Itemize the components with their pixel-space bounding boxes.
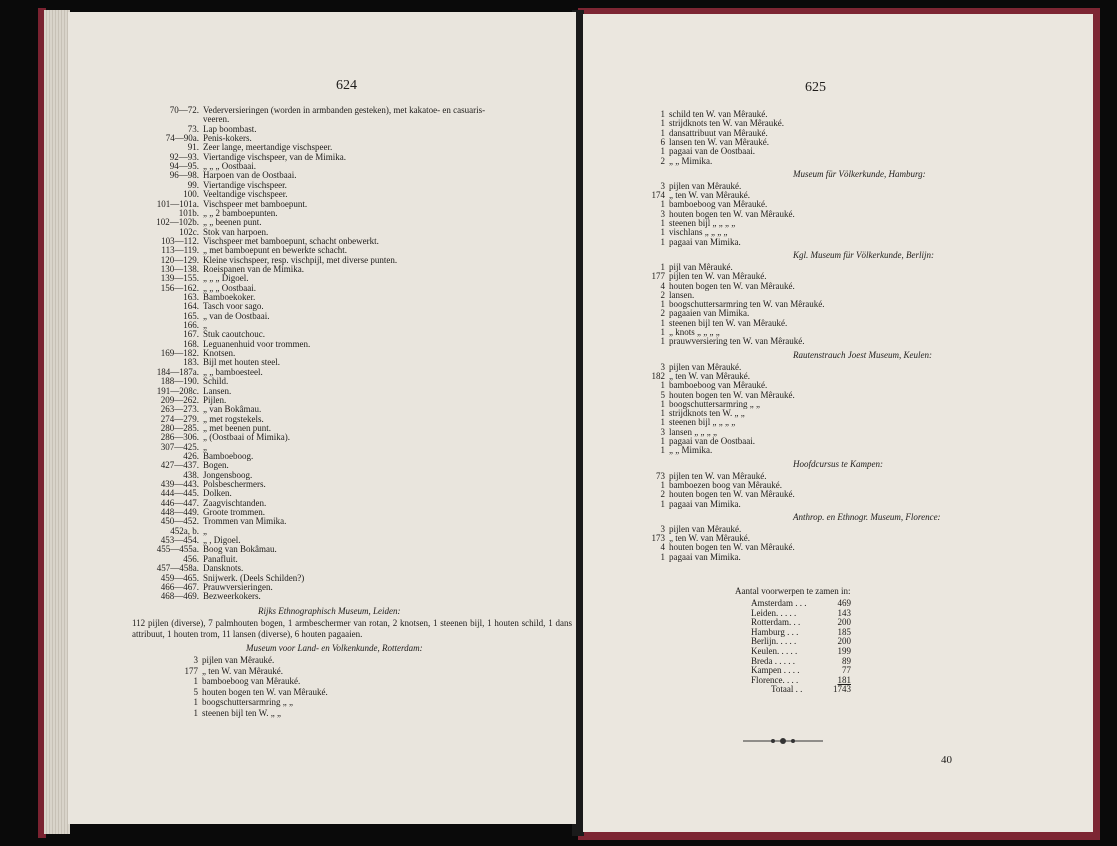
item-text: Bamboeboog. (203, 450, 254, 461)
item-text: pijlen van Mêrauké. (669, 523, 742, 534)
item-number: 1 (660, 336, 665, 347)
item-text: „ ten W. van Mêrauké. (669, 190, 750, 201)
item-number: 167. (183, 329, 199, 340)
item-text: lansen ten W. van Mêrauké. (669, 136, 769, 147)
list-item (193, 686, 328, 698)
left-page (68, 12, 576, 824)
item-text: Leguanenhuid voor trommen. (203, 338, 311, 349)
item-text: pagaai van Mimika. (669, 498, 741, 509)
item-number: 6 (660, 136, 665, 147)
item-number: 439—443. (160, 479, 199, 489)
item-text: Stuk caoutchouc. (203, 329, 265, 340)
museum-heading: Hoofdcursus te Kampen: (793, 458, 883, 469)
item-number: 1 (660, 146, 665, 157)
item-text: „ „ „ Oostbaai. (203, 161, 256, 172)
item-text: pijlen ten W. van Mêrauké. (669, 271, 767, 282)
item-number: 73. (187, 123, 199, 134)
item-number: 1 (660, 398, 665, 409)
list-item (660, 445, 713, 456)
list-item (660, 551, 741, 563)
summary-count: 185 (837, 626, 851, 637)
summary-count: 89 (842, 655, 851, 666)
item-text: „ met bamboepunt en bewerkte schacht. (203, 245, 347, 256)
item-number: 73 (656, 470, 665, 481)
item-text: Vischspeer met bamboepunt. (203, 198, 308, 209)
item-text: Penis-kokers. (203, 133, 252, 144)
item-number: 1 (660, 118, 665, 129)
list-item (193, 707, 281, 719)
summary-heading: Aantal voorwerpen te zamen in: (735, 586, 851, 596)
item-text: pagaai van Mimika. (669, 551, 741, 562)
list-item (660, 236, 741, 248)
item-number: 4 (660, 280, 665, 291)
item-number: 456. (183, 553, 199, 564)
item-number: 453—454. (160, 535, 199, 546)
item-number: 1 (660, 227, 665, 238)
summary-count: 469 (837, 598, 851, 608)
item-number: 183. (183, 357, 199, 368)
item-text: Jongensboog. (203, 469, 253, 480)
summary-count: 1743 (833, 684, 851, 695)
list-item (184, 665, 283, 677)
item-number: 102c. (179, 226, 199, 237)
item-number: 120—129. (160, 254, 199, 265)
item-text: houten bogen ten W. van Mêrauké. (669, 280, 795, 291)
summary-row (751, 636, 851, 646)
museum-heading: Rijks Ethnographisch Museum, Leiden: (258, 606, 401, 616)
summary-row (751, 646, 851, 656)
item-number: 177 (651, 271, 665, 282)
item-number: 99. (187, 179, 199, 190)
summary-place: Berlijn. . . . . (751, 636, 797, 647)
list-item (160, 516, 287, 527)
item-number: 274—279. (160, 413, 199, 424)
item-text: „ (Oostbaai of Mimika). (203, 432, 290, 443)
item-number: 1 (660, 127, 665, 138)
item-number: 139—155. (160, 273, 199, 284)
item-text: Zaagvischtanden. (203, 497, 267, 508)
item-text: Knotsen. (203, 348, 236, 359)
list-item (660, 336, 805, 347)
item-text: Bijl met houten steel. (203, 357, 280, 368)
summary-count: 77 (842, 665, 851, 676)
museum-paragraph: 112 pijlen (diverse), 7 palmhouten bogen, 1 armbeschermer van rotan, 2 knotsen, 1 steenen bijl, 1 houten schild, 1 dans attribuut, 1 houten trom, 11 lansen (diverse), 6 houten pagaaien. (132, 618, 572, 639)
item-text: „ van Bokâmau. (203, 404, 262, 415)
item-number: 130—138. (160, 263, 199, 274)
item-text: „ „ 2 bamboepunten. (203, 207, 278, 218)
item-number: 1 (193, 676, 198, 686)
item-number: 92—93. (169, 151, 199, 162)
item-number: 182 (651, 370, 665, 381)
item-number: 1 (660, 436, 665, 446)
list-item (160, 432, 290, 443)
item-number: 188—190. (160, 376, 199, 387)
item-text: pagaai van Mimika. (669, 236, 741, 247)
item-number: 74—90a. (165, 133, 199, 144)
item-number: 177 (184, 665, 198, 676)
item-text: Bezweerkokers. (203, 591, 261, 602)
item-number: 1 (660, 218, 665, 228)
item-text: Vischspeer met bamboepunt, schacht onbewerkt. (203, 235, 379, 246)
item-text: Viertandige vischspeer, van de Mimika. (203, 151, 347, 162)
item-text: „ „ Mimika. (669, 445, 713, 456)
item-number: 209—262. (160, 394, 199, 405)
item-text: steenen bijl „ „ „ „ (669, 218, 736, 228)
item-text: Panafluit. (203, 553, 238, 564)
summary-row (751, 598, 851, 608)
item-text: pagaai van de Oostbaai. (669, 146, 755, 157)
item-text: „ ten W. van Mêrauké. (669, 533, 750, 544)
item-number: 452a, b. (170, 525, 199, 536)
list-item (660, 498, 741, 510)
item-text: „ ten W. van Mêrauké. (202, 665, 283, 676)
list-item (160, 591, 261, 602)
item-number: 3 (660, 426, 665, 437)
item-text: „ „ „ Oostbaai. (203, 282, 256, 293)
item-text: „ met rogstekels. (203, 413, 264, 424)
item-text: „ „ bamboesteel. (203, 366, 263, 377)
item-number: 448—449. (160, 507, 199, 518)
item-number: 1 (660, 408, 665, 419)
item-text: Dansknots. (203, 563, 244, 574)
item-text: „ knots „ „ „ „ (669, 327, 720, 337)
item-number: 1 (660, 261, 665, 272)
item-number: 5 (193, 686, 198, 697)
museum-heading: Kgl. Museum für Völkerkunde, Berlijn: (793, 249, 934, 260)
summary-row (751, 608, 851, 618)
item-text: veeren. (203, 114, 230, 125)
item-text: Boog van Bokâmau. (203, 544, 277, 555)
summary-place: Florence. . . . (751, 674, 799, 685)
item-text: Viertandige vischspeer. (203, 179, 287, 190)
item-text: „ ten W. van Mêrauké. (669, 370, 750, 381)
item-number: 96—98. (169, 170, 199, 181)
item-number: 184—187a. (156, 366, 199, 377)
item-number: 94—95. (169, 161, 199, 172)
summary-count: 200 (837, 636, 851, 647)
item-number: 3 (193, 655, 198, 665)
item-text: pijlen ten W. van Mêrauké. (669, 470, 767, 481)
item-text: Bamboekoker. (203, 292, 256, 302)
item-text: „ „ Mimika. (669, 155, 713, 166)
item-text: Groote trommen. (203, 507, 265, 518)
list-item (193, 697, 293, 708)
item-number: 307—425. (160, 441, 199, 452)
item-number: 70—72. (169, 105, 199, 115)
item-number: 101b. (178, 207, 199, 218)
summary-row (751, 656, 851, 666)
item-number: 426. (183, 450, 199, 461)
item-number: 1 (660, 299, 665, 310)
museum-heading: Anthrop. en Ethnogr. Museum, Florence: (793, 511, 941, 522)
item-number: 1 (660, 445, 665, 456)
item-number: 2 (660, 289, 665, 300)
item-text: schild ten W. van Mêrauké. (669, 109, 768, 119)
summary-row (751, 675, 851, 685)
item-number: 1 (193, 707, 198, 718)
item-number: 466—467. (160, 581, 199, 592)
item-text: „ „ „ Digoel. (203, 273, 249, 284)
item-number: 191—208c. (156, 385, 199, 396)
summary-row (751, 665, 851, 675)
item-text: houten bogen ten W. van Mêrauké. (669, 389, 795, 400)
item-text: Snijwerk. (Deels Schilden?) (203, 572, 305, 583)
item-number: 1 (660, 109, 665, 119)
item-number: 113—119. (161, 245, 199, 256)
item-text: „ (203, 525, 207, 536)
museum-heading: Museum voor Land- en Volkenkunde, Rotterdam: (246, 643, 423, 653)
item-text: steenen bijl ten W. „ „ (202, 707, 281, 718)
summary-place: Hamburg . . . (751, 626, 799, 637)
item-text: prauwversiering ten W. van Mêrauké. (669, 336, 805, 347)
item-number: 3 (660, 361, 665, 372)
summary-count: 181 (837, 674, 851, 685)
page-edges (44, 10, 70, 834)
item-text: Zeer lange, meertandige vischspeer. (203, 142, 333, 153)
item-text: bamboeboog van Mêrauké. (202, 676, 301, 686)
summary-row (751, 684, 851, 694)
item-number: 156—162. (160, 282, 199, 293)
item-number: 1 (660, 199, 665, 210)
list-item (183, 310, 270, 322)
item-number: 174 (651, 190, 665, 201)
ornament-divider (743, 736, 823, 746)
item-number: 263—273. (160, 404, 199, 415)
item-number: 102—102b. (156, 217, 199, 228)
item-number: 450—452. (160, 516, 199, 527)
item-text: boogschuttersarmring „ „ (202, 697, 293, 707)
summary-count: 199 (837, 646, 851, 656)
item-number: 168. (183, 338, 199, 349)
item-number: 173 (651, 533, 665, 544)
item-number: 457—458a. (156, 563, 199, 574)
item-text: bamboeboog van Mêrauké. (669, 199, 768, 210)
item-number: 1 (660, 380, 665, 391)
list-item (193, 655, 275, 666)
item-number: 455—455a. (156, 544, 199, 555)
item-number: 3 (660, 523, 665, 534)
page-number: 625 (805, 80, 826, 95)
item-number: 163. (183, 292, 199, 302)
list-item (660, 155, 713, 167)
item-number: 438. (183, 469, 199, 480)
item-number: 101—101a. (156, 198, 199, 209)
summary-place: Leiden. . . . . (751, 607, 797, 618)
item-text: Lansen. (203, 385, 232, 396)
item-number: 1 (660, 551, 665, 562)
summary-place: Amsterdam . . . (751, 598, 807, 608)
signature-mark: 40 (941, 754, 952, 766)
item-text: pijl van Mêrauké. (669, 261, 733, 272)
item-text: Veeltandige vischspeer. (203, 189, 288, 200)
item-number: 4 (660, 542, 665, 553)
item-number: 286—306. (160, 432, 199, 443)
item-text: Dolken. (203, 488, 232, 499)
item-number: 169—182. (160, 348, 199, 359)
item-text: steenen bijl ten W. van Mêrauké. (669, 317, 788, 328)
item-text: „ , Digoel. (203, 535, 241, 546)
item-number: 5 (660, 389, 665, 400)
item-text: pagaaien van Mimika. (669, 308, 750, 319)
summary-place: Keulen. . . . . (751, 646, 798, 656)
museum-heading: Rautenstrauch Joest Museum, Keulen: (793, 349, 932, 360)
item-number: 468—469. (160, 591, 199, 602)
item-number: 1 (193, 697, 198, 707)
item-text: pijlen van Mêrauké. (669, 361, 742, 372)
item-text: „ met beenen punt. (203, 422, 271, 433)
item-text: Roeispanen van de Mimika. (203, 263, 304, 274)
item-number: 446—447. (160, 497, 199, 508)
item-number: 1 (660, 317, 665, 328)
summary-place: Breda . . . . . (751, 655, 795, 666)
item-text: dansattribuut van Mêrauké. (669, 127, 768, 138)
item-text: lansen. (669, 289, 695, 300)
item-number: 165. (183, 310, 199, 321)
item-number: 1 (660, 498, 665, 509)
item-number: 103—112. (161, 235, 199, 246)
summary-count: 143 (837, 607, 851, 618)
item-number: 1 (660, 417, 665, 428)
item-number: 1 (660, 236, 665, 247)
list-item (193, 676, 301, 687)
item-text: pijlen van Mêrauké. (202, 655, 275, 665)
summary-place: Rotterdam. . . (751, 617, 801, 628)
item-text: Kleine vischspeer, resp. vischpijl, met diverse punten. (203, 254, 398, 265)
summary-place: Kampen . . . . (751, 665, 800, 676)
summary-count: 200 (837, 617, 851, 628)
item-number: 166. (183, 320, 199, 331)
item-text: Harpoen van de Oostbaai. (203, 170, 297, 181)
item-number: 3 (660, 208, 665, 219)
item-text: Vederversieringen (worden in armbanden gesteken), met kakatoe- en casuaris- (203, 105, 486, 115)
right-page (583, 14, 1093, 832)
item-text: Prauwversieringen. (203, 581, 273, 592)
item-number: 1 (660, 327, 665, 337)
item-text: Trommen van Mimika. (203, 516, 287, 527)
summary-row (751, 617, 851, 627)
item-number: 2 (660, 308, 665, 319)
item-number: 164. (183, 301, 199, 312)
item-text: „ van de Oostbaai. (203, 310, 270, 321)
item-text: pagaai van de Oostbaai. (669, 436, 755, 446)
item-text: Polsbeschermers. (203, 479, 266, 489)
page-number: 624 (336, 78, 357, 93)
item-text: houten bogen ten W. van Mêrauké. (669, 542, 795, 553)
item-text: „ (203, 441, 207, 452)
item-number: 3 (660, 180, 665, 191)
item-text: Bogen. (203, 460, 229, 471)
item-number: 459—465. (160, 572, 199, 583)
item-text: „ (203, 320, 207, 331)
item-number: 280—285. (160, 422, 199, 433)
item-text: pijlen van Mêrauké. (669, 180, 742, 191)
item-number: 91. (187, 142, 199, 153)
item-text: strijdknots ten W. „ „ (669, 408, 745, 419)
item-text: bamboezen boog van Mêrauké. (669, 479, 782, 490)
item-text: Schild. (203, 376, 229, 387)
item-number: 2 (660, 155, 665, 166)
item-number: 444—445. (160, 488, 199, 499)
item-text: Lap boombast. (203, 123, 257, 134)
item-number: 427—437. (160, 460, 199, 471)
item-text: boogschuttersarmring ten W. van Mêrauké. (669, 299, 825, 310)
item-text: Stok van harpoen. (203, 226, 269, 237)
museum-heading: Museum für Völkerkunde, Hamburg: (793, 168, 926, 179)
item-text: „ „ beenen punt. (203, 217, 262, 228)
item-text: boogschuttersarmring „ „ (669, 398, 760, 409)
item-text: strijdknots ten W. van Mêrauké. (669, 118, 784, 129)
item-text: Tasch voor sago. (203, 301, 264, 312)
item-text: houten bogen ten W. van Mêrauké. (669, 208, 795, 219)
item-number: 100. (183, 189, 199, 200)
item-text: houten bogen ten W. van Mêrauké. (202, 686, 328, 697)
item-number: 2 (660, 489, 665, 500)
item-text: bamboeboog van Mêrauké. (669, 380, 768, 391)
item-text: steenen bijl „ „ „ „ (669, 417, 736, 428)
list-item (169, 105, 486, 116)
summary-row (751, 627, 851, 637)
item-text: Pijlen. (203, 394, 227, 405)
item-text: lansen „ „ „ „ (669, 426, 717, 437)
item-number: 1 (660, 479, 665, 490)
summary-place: Totaal . . (771, 684, 803, 695)
item-text: houten bogen ten W. van Mêrauké. (669, 489, 795, 500)
item-text: vischlans „ „ „ „ (669, 227, 728, 238)
